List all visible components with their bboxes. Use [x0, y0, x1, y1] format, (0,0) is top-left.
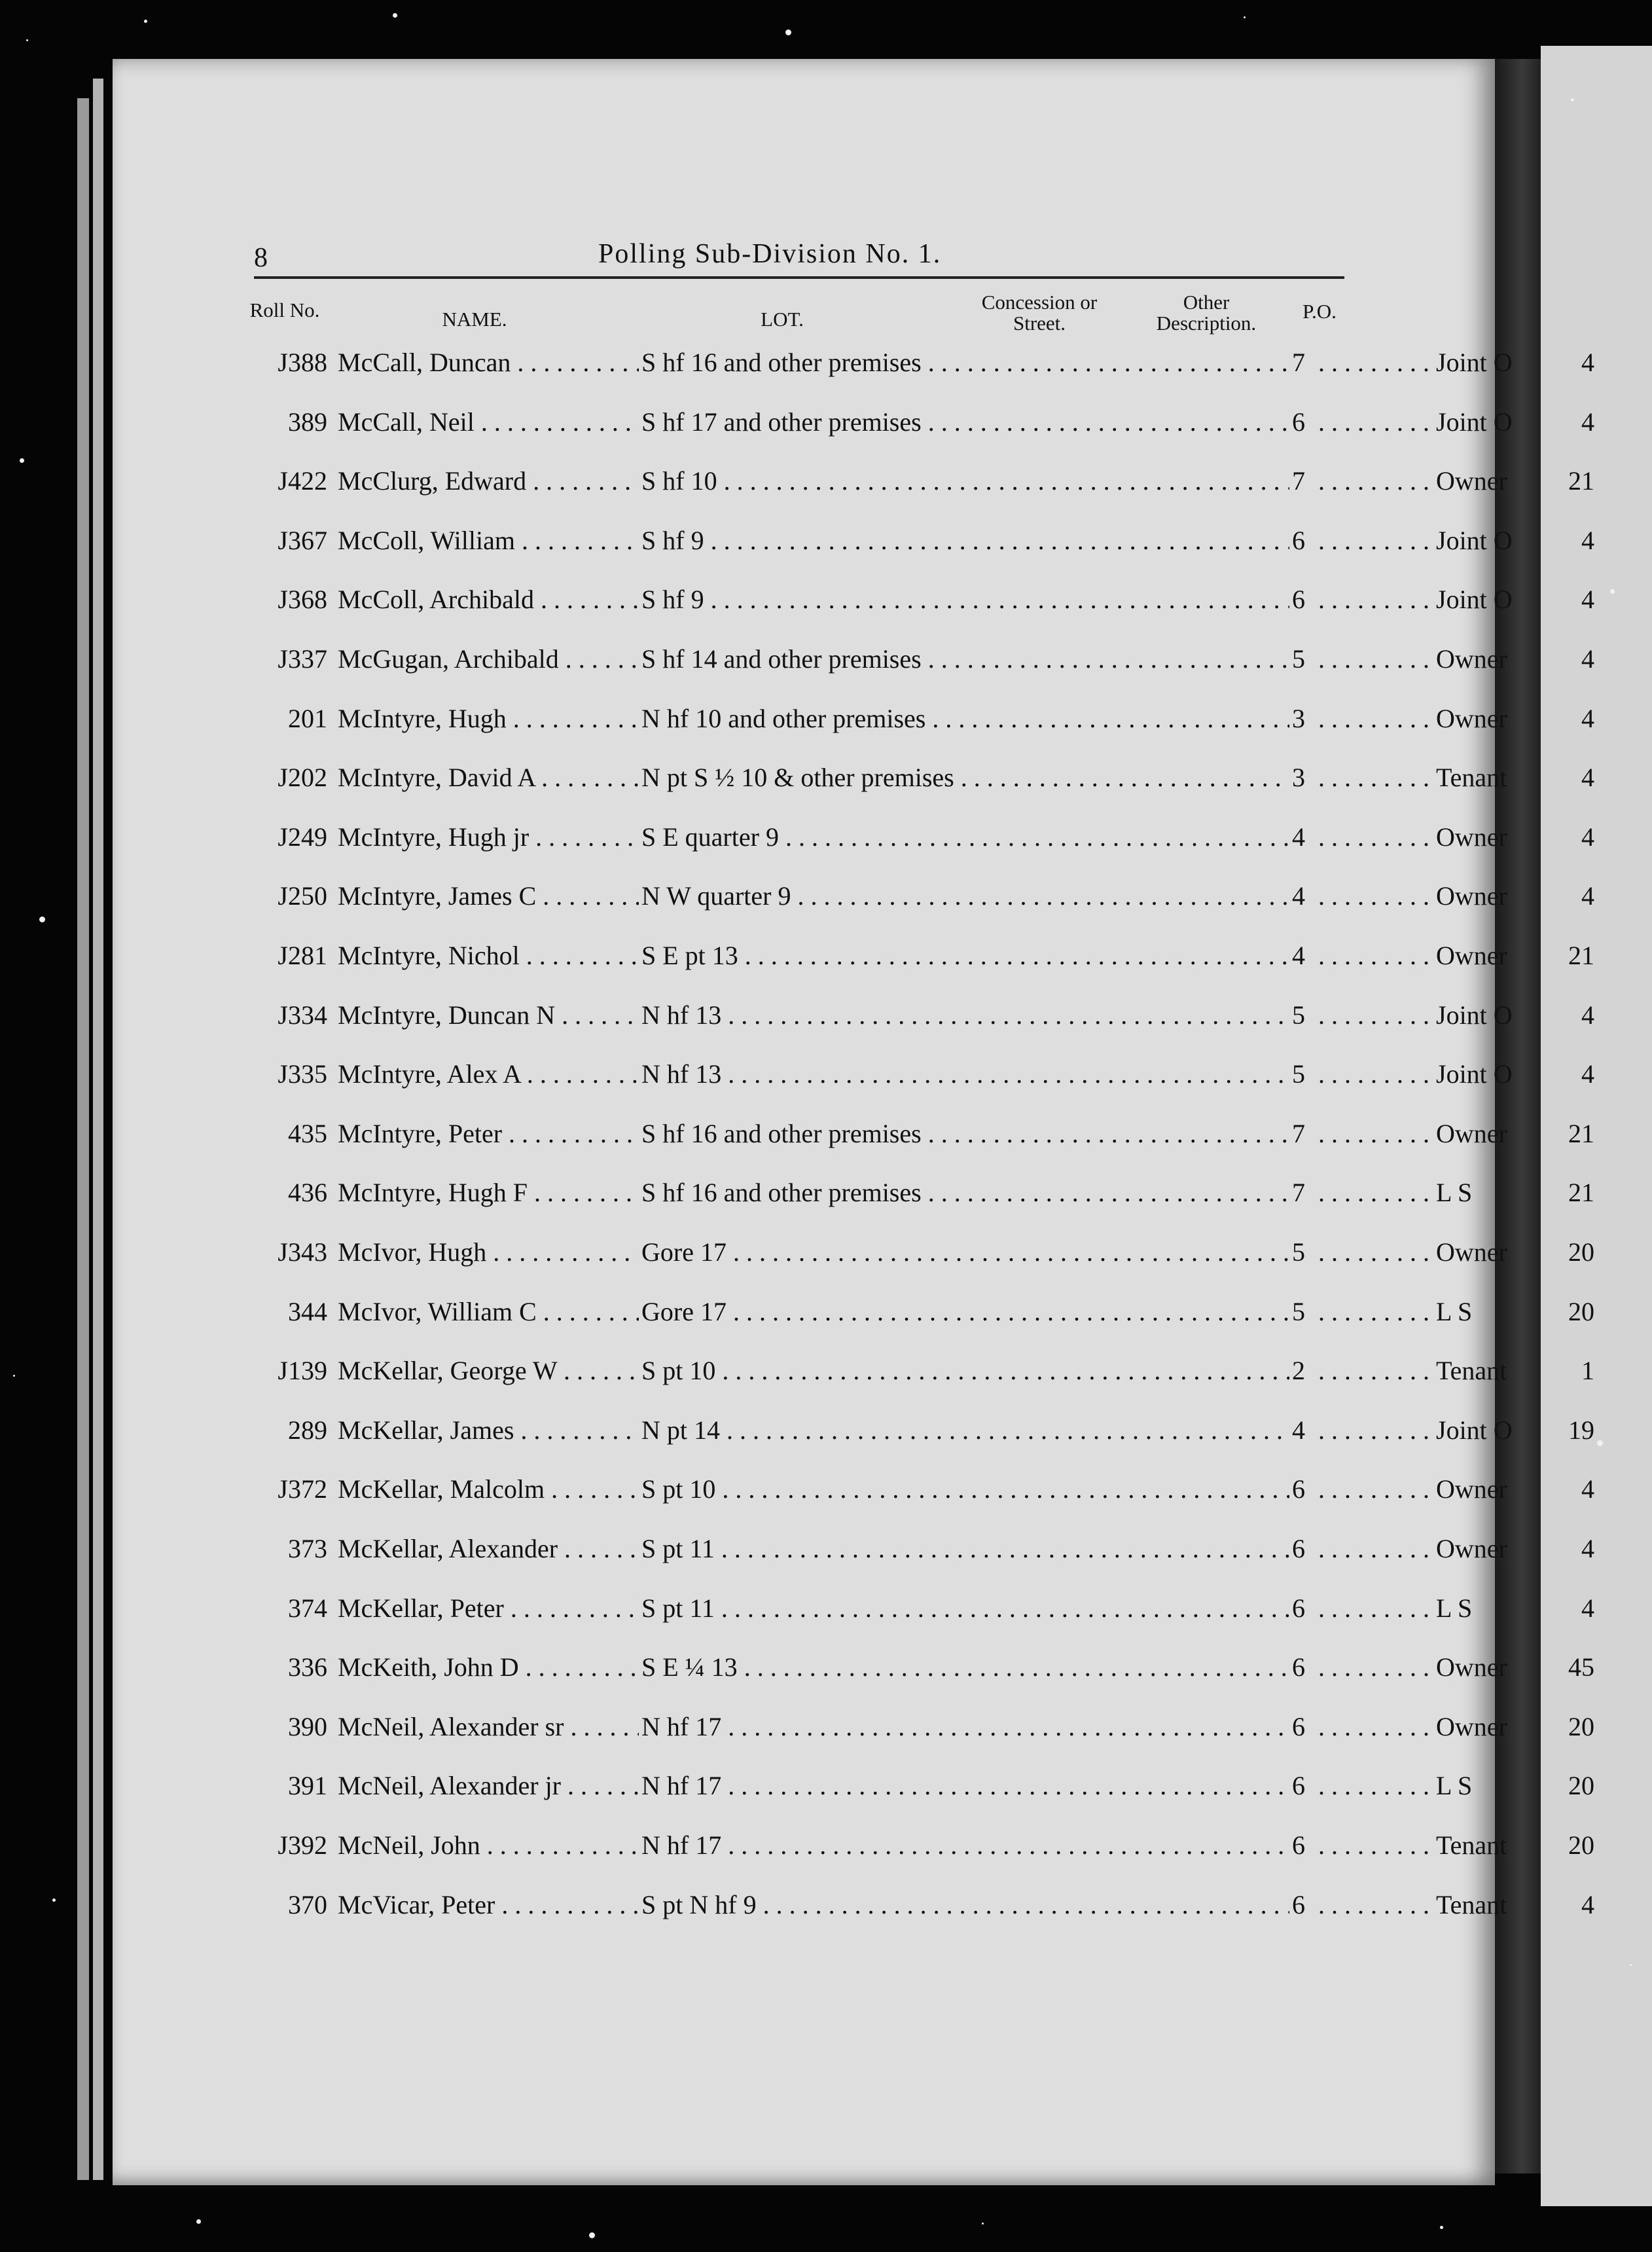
table-row: [249, 1889, 1594, 1929]
post-office-number: 4: [1581, 585, 1594, 615]
post-office-number: 21: [1568, 941, 1594, 970]
table-row: [249, 1355, 1594, 1394]
leader-dots: [1318, 822, 1436, 852]
concession-number: 4: [1292, 941, 1305, 970]
leader-dots: [1318, 525, 1436, 556]
table-row: [249, 822, 1594, 861]
elector-name: McColl, Archibald . . .: [338, 584, 639, 615]
elector-name: McVicar, Peter . . .: [338, 1889, 639, 1920]
roll-number: 373: [288, 1534, 327, 1563]
leader-dots: [1318, 1355, 1436, 1386]
roll-number: J334: [278, 1000, 327, 1030]
other-description: L S: [1436, 1593, 1473, 1623]
elector-name: McKellar, Malcolm . . .: [338, 1474, 639, 1504]
table-row: [249, 762, 1594, 801]
leader-dots: [1318, 1474, 1436, 1504]
concession-number: 5: [1292, 1296, 1305, 1326]
other-description: Tenant: [1436, 763, 1507, 793]
table-row: [249, 584, 1594, 623]
lot-description: S pt 10 . . .: [641, 1474, 1289, 1504]
other-description: Joint O: [1436, 1415, 1513, 1445]
concession-number: 6: [1292, 1830, 1305, 1860]
roll-number: 435: [288, 1118, 327, 1148]
leader-dots: [1318, 1000, 1436, 1030]
concession-number: 4: [1292, 1415, 1305, 1445]
concession-number: 3: [1292, 703, 1305, 733]
lot-description: N W quarter 9 . . .: [641, 881, 1289, 911]
page-edge-back: [77, 98, 89, 2180]
post-office-number: 20: [1568, 1237, 1594, 1267]
roll-number: J372: [278, 1474, 327, 1504]
column-header-lot: LOT.: [761, 308, 804, 331]
table-row: [249, 644, 1594, 683]
other-description: Owner: [1436, 644, 1507, 674]
other-description: Tenant: [1436, 1830, 1507, 1860]
table-row: [249, 1533, 1594, 1572]
post-office-number: 19: [1568, 1415, 1594, 1445]
lot-description: S pt 11 . . .: [641, 1593, 1289, 1624]
elector-name: McIntyre, David A . . .: [338, 762, 639, 793]
elector-name: McKeith, John D . . .: [338, 1652, 639, 1682]
concession-number: 4: [1292, 881, 1305, 911]
roll-number: J250: [278, 881, 327, 911]
lot-description: S E quarter 9 . . .: [641, 822, 1289, 852]
concession-number: 6: [1292, 1711, 1305, 1741]
column-header-roll: Roll No.: [249, 299, 320, 321]
roll-number: J422: [278, 466, 327, 496]
elector-name: McIvor, William C . . .: [338, 1296, 639, 1327]
heading-rule: [254, 276, 1344, 279]
roll-number: 336: [288, 1652, 327, 1682]
elector-name: McKellar, Peter . . .: [338, 1593, 639, 1624]
other-description: Joint O: [1436, 407, 1513, 437]
post-office-number: 4: [1581, 881, 1594, 911]
table-row: [249, 1415, 1594, 1454]
concession-number: 7: [1292, 1118, 1305, 1148]
column-header-concession: Concession or Street.: [981, 291, 1098, 335]
table-row: [249, 1711, 1594, 1751]
roll-number: 389: [288, 407, 327, 437]
post-office-number: 4: [1581, 822, 1594, 852]
leader-dots: [1318, 1770, 1436, 1801]
film-speck: [1610, 589, 1615, 594]
table-row: [249, 1000, 1594, 1039]
concession-number: 3: [1292, 763, 1305, 793]
table-row: [249, 1770, 1594, 1809]
film-speck: [1571, 98, 1574, 101]
roll-number: 390: [288, 1711, 327, 1741]
elector-name: McClurg, Edward . . .: [338, 465, 639, 496]
table-row: [249, 1830, 1594, 1869]
film-speck: [785, 29, 791, 35]
other-description: Owner: [1436, 1118, 1507, 1148]
lot-description: Gore 17 . . .: [641, 1296, 1289, 1327]
film-speck: [52, 1898, 56, 1902]
post-office-number: 4: [1581, 763, 1594, 793]
column-header-name: NAME.: [442, 308, 507, 331]
lot-description: Gore 17 . . .: [641, 1237, 1289, 1267]
concession-number: 6: [1292, 1771, 1305, 1801]
table-row: [249, 1652, 1594, 1691]
roll-number: J335: [278, 1059, 327, 1089]
post-office-number: 4: [1581, 1889, 1594, 1919]
concession-number: 6: [1292, 585, 1305, 615]
elector-name: McIntyre, Alex A . . .: [338, 1059, 639, 1089]
elector-name: McCall, Duncan . . .: [338, 347, 639, 378]
elector-name: McColl, William . . .: [338, 525, 639, 556]
roll-number: 289: [288, 1415, 327, 1445]
lot-description: N hf 10 and other premises . . .: [641, 703, 1289, 734]
roll-number: 436: [288, 1178, 327, 1208]
elector-name: McIvor, Hugh . . .: [338, 1237, 639, 1267]
other-description: Owner: [1436, 1474, 1507, 1504]
leader-dots: [1318, 1652, 1436, 1682]
roll-number: J367: [278, 525, 327, 555]
elector-name: McGugan, Archibald . . .: [338, 644, 639, 674]
post-office-number: 4: [1581, 525, 1594, 555]
post-office-number: 20: [1568, 1771, 1594, 1801]
leader-dots: [1318, 703, 1436, 734]
leader-dots: [1318, 1593, 1436, 1624]
lot-description: S pt N hf 9 . . .: [641, 1889, 1289, 1920]
lot-description: S hf 16 and other premises . . .: [641, 1177, 1289, 1208]
table-row: [249, 465, 1594, 505]
lot-description: S hf 16 and other premises . . .: [641, 347, 1289, 378]
leader-dots: [1318, 940, 1436, 971]
post-office-number: 4: [1581, 1000, 1594, 1030]
table-row: [249, 1177, 1594, 1216]
table-row: [249, 347, 1594, 386]
post-office-number: 4: [1581, 348, 1594, 377]
film-speck: [39, 917, 45, 922]
other-description: Tenant: [1436, 1889, 1507, 1919]
roll-number: J281: [278, 941, 327, 970]
concession-number: 6: [1292, 407, 1305, 437]
leader-dots: [1318, 644, 1436, 674]
film-speck: [1244, 16, 1246, 18]
post-office-number: 4: [1581, 1534, 1594, 1563]
leader-dots: [1318, 584, 1436, 615]
leader-dots: [1318, 407, 1436, 437]
other-description: Owner: [1436, 881, 1507, 911]
lot-description: N hf 13 . . .: [641, 1000, 1289, 1030]
film-speck: [982, 2223, 984, 2225]
concession-number: 6: [1292, 1889, 1305, 1919]
post-office-number: 21: [1568, 466, 1594, 496]
elector-name: McIntyre, Peter . . .: [338, 1118, 639, 1149]
film-speck: [26, 39, 28, 41]
leader-dots: [1318, 881, 1436, 911]
lot-description: S hf 10 . . .: [641, 465, 1289, 496]
lot-description: S pt 10 . . .: [641, 1355, 1289, 1386]
table-row: [249, 1296, 1594, 1335]
leader-dots: [1318, 1711, 1436, 1742]
leader-dots: [1318, 347, 1436, 378]
film-speck: [1440, 2226, 1443, 2229]
post-office-number: 20: [1568, 1296, 1594, 1326]
lot-description: S hf 9 . . .: [641, 584, 1289, 615]
film-speck: [20, 458, 24, 463]
lot-description: N hf 17 . . .: [641, 1830, 1289, 1861]
table-row: [249, 703, 1594, 742]
leader-dots: [1318, 1118, 1436, 1149]
lot-description: N hf 17 . . .: [641, 1711, 1289, 1742]
roll-number: J343: [278, 1237, 327, 1267]
table-row: [249, 1593, 1594, 1632]
post-office-number: 4: [1581, 407, 1594, 437]
page-heading: Polling Sub-Division No. 1.: [598, 239, 942, 269]
leader-dots: [1318, 1415, 1436, 1445]
other-description: Owner: [1436, 703, 1507, 733]
roll-number: J368: [278, 585, 327, 615]
elector-name: McIntyre, Hugh jr . . .: [338, 822, 639, 852]
roll-number: 344: [288, 1296, 327, 1326]
concession-number: 6: [1292, 1593, 1305, 1623]
other-description: L S: [1436, 1178, 1473, 1208]
other-description: Owner: [1436, 466, 1507, 496]
column-header-po: P.O.: [1302, 300, 1337, 323]
roll-number: J392: [278, 1830, 327, 1860]
other-description: Owner: [1436, 1237, 1507, 1267]
table-row: [249, 1474, 1594, 1513]
elector-name: McNeil, Alexander jr . . .: [338, 1770, 639, 1801]
elector-name: McKellar, George W . . .: [338, 1355, 639, 1386]
other-description: Joint O: [1436, 1059, 1513, 1089]
post-office-number: 21: [1568, 1178, 1594, 1208]
roll-number: J139: [278, 1356, 327, 1386]
concession-number: 5: [1292, 1237, 1305, 1267]
elector-name: McNeil, Alexander sr . . .: [338, 1711, 639, 1742]
elector-name: McIntyre, Duncan N . . .: [338, 1000, 639, 1030]
other-description: Owner: [1436, 1711, 1507, 1741]
page-number: 8: [254, 243, 268, 273]
roll-number: 370: [288, 1889, 327, 1919]
concession-number: 6: [1292, 525, 1305, 555]
post-office-number: 4: [1581, 1474, 1594, 1504]
concession-number: 6: [1292, 1474, 1305, 1504]
table-row: [249, 1237, 1594, 1276]
leader-dots: [1318, 1177, 1436, 1208]
leader-dots: [1318, 1059, 1436, 1089]
lot-description: N pt S ½ 10 & other premises . . .: [641, 762, 1289, 793]
post-office-number: 20: [1568, 1830, 1594, 1860]
concession-number: 5: [1292, 644, 1305, 674]
other-description: Owner: [1436, 941, 1507, 970]
lot-description: S hf 16 and other premises . . .: [641, 1118, 1289, 1149]
other-description: Owner: [1436, 1652, 1507, 1682]
post-office-number: 4: [1581, 644, 1594, 674]
roll-number: J202: [278, 763, 327, 793]
table-row: [249, 1059, 1594, 1098]
leader-dots: [1318, 1296, 1436, 1327]
leader-dots: [1318, 762, 1436, 793]
other-description: Owner: [1436, 1534, 1507, 1563]
table-row: [249, 1118, 1594, 1157]
table-row: [249, 407, 1594, 446]
lot-description: S E ¼ 13 . . .: [641, 1652, 1289, 1682]
leader-dots: [1318, 1830, 1436, 1861]
concession-number: 6: [1292, 1534, 1305, 1563]
elector-name: McIntyre, Hugh . . .: [338, 703, 639, 734]
lot-description: S hf 17 and other premises . . .: [641, 407, 1289, 437]
film-speck: [393, 13, 397, 18]
concession-number: 5: [1292, 1000, 1305, 1030]
concession-number: 7: [1292, 348, 1305, 377]
other-description: L S: [1436, 1296, 1473, 1326]
table-row: [249, 940, 1594, 979]
lot-description: S pt 11 . . .: [641, 1533, 1289, 1564]
elector-name: McNeil, John . . .: [338, 1830, 639, 1861]
leader-dots: [1318, 465, 1436, 496]
lot-description: N pt 14 . . .: [641, 1415, 1289, 1445]
leader-dots: [1318, 1533, 1436, 1564]
concession-number: 2: [1292, 1356, 1305, 1386]
table-row: [249, 525, 1594, 564]
film-speck: [196, 2219, 201, 2224]
post-office-number: 21: [1568, 1118, 1594, 1148]
post-office-number: 4: [1581, 1059, 1594, 1089]
lot-description: N hf 13 . . .: [641, 1059, 1289, 1089]
concession-number: 7: [1292, 466, 1305, 496]
other-description: Owner: [1436, 822, 1507, 852]
other-description: Joint O: [1436, 1000, 1513, 1030]
film-speck: [589, 2232, 595, 2238]
lot-description: S hf 9 . . .: [641, 525, 1289, 556]
concession-number: 5: [1292, 1059, 1305, 1089]
roll-number: J337: [278, 644, 327, 674]
post-office-number: 4: [1581, 703, 1594, 733]
roll-number: 374: [288, 1593, 327, 1623]
roll-number: J388: [278, 348, 327, 377]
film-speck: [1630, 1964, 1632, 1966]
post-office-number: 45: [1568, 1652, 1594, 1682]
lot-description: S hf 14 and other premises . . .: [641, 644, 1289, 674]
roll-number: 391: [288, 1771, 327, 1801]
post-office-number: 20: [1568, 1711, 1594, 1741]
elector-name: McIntyre, James C . . .: [338, 881, 639, 911]
film-speck: [144, 20, 147, 23]
elector-name: McCall, Neil . . .: [338, 407, 639, 437]
other-description: Joint O: [1436, 348, 1513, 377]
film-speck: [1597, 1440, 1603, 1446]
elector-name: McIntyre, Nichol . . .: [338, 940, 639, 971]
column-header-other-description: Other Description.: [1156, 291, 1257, 335]
lot-description: N hf 17 . . .: [641, 1770, 1289, 1801]
post-office-number: 1: [1581, 1356, 1594, 1386]
film-speck: [13, 1375, 15, 1377]
elector-name: McIntyre, Hugh F . . .: [338, 1177, 639, 1208]
roll-number: 201: [288, 703, 327, 733]
concession-number: 6: [1292, 1652, 1305, 1682]
leader-dots: [1318, 1237, 1436, 1267]
other-description: Joint O: [1436, 525, 1513, 555]
leader-dots: [1318, 1889, 1436, 1920]
concession-number: 4: [1292, 822, 1305, 852]
table-row: [249, 881, 1594, 920]
elector-name: McKellar, James . . .: [338, 1415, 639, 1445]
concession-number: 7: [1292, 1178, 1305, 1208]
post-office-number: 4: [1581, 1593, 1594, 1623]
other-description: L S: [1436, 1771, 1473, 1801]
lot-description: S E pt 13 . . .: [641, 940, 1289, 971]
elector-name: McKellar, Alexander . . .: [338, 1533, 639, 1564]
page-edge-middle: [93, 79, 103, 2180]
other-description: Tenant: [1436, 1356, 1507, 1386]
other-description: Joint O: [1436, 585, 1513, 615]
roll-number: J249: [278, 822, 327, 852]
